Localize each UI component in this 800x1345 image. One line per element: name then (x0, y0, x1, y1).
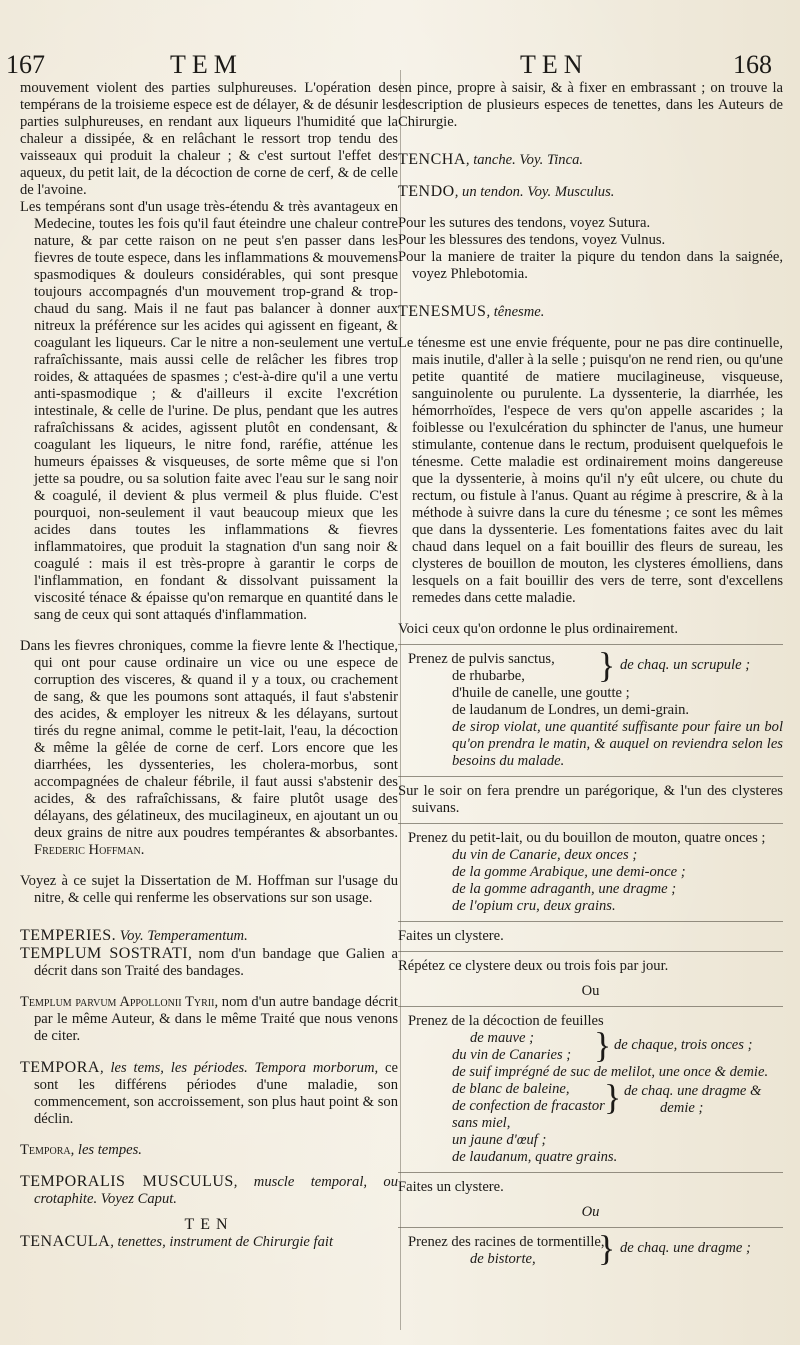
recipe-2 (398, 830, 783, 915)
recipe-brace-note: de chaq. une dragme ; (620, 1240, 751, 1256)
entry-text: , nom d'un bandage que Galien a décrit dans son Traité des bandages. (34, 946, 399, 979)
recipe-line: de l'opium cru, deux grains. (452, 898, 616, 914)
rule (398, 1172, 783, 1173)
paragraph-voyez-hoffman: Voyez à ce sujet la Dissertation de M. Hoffman sur l'usage du nitre, & celle qui renferme les observations sur son usage. (20, 873, 398, 906)
entry-text: , muscle temporal, ou crotaphite. Voyez Caput. (34, 1174, 398, 1207)
entry-text: , un tendon. Voy. Musculus. (454, 184, 615, 200)
entry-text: , les tempes. (70, 1142, 142, 1158)
tendo-sutures: Pour les sutures des tendons, voyez Sutura. (398, 215, 651, 231)
ou-separator: Ou (581, 983, 600, 999)
recipe-line: de rhubarbe, (452, 668, 525, 684)
page-number-right: 168 (733, 50, 772, 79)
recipe-line: de confection de fracastor (452, 1098, 605, 1114)
repetez-line: Répétez ce clystere deux ou trois fois par jour. (398, 958, 669, 974)
tendo-piqure: Pour la maniere de traiter la piqure du tendon dans la saignée, voyez Phlebotomia. (398, 249, 783, 282)
entry-templum-parvum (20, 994, 398, 1045)
recipe-line: de suif imprégné de suc de melilot, une once & demie. (452, 1064, 769, 1080)
running-headword-left: TEM (170, 50, 243, 79)
soir-line: Sur le soir on fera prendre un parégorique, & l'un des clysteres suivans. (398, 783, 783, 816)
paragraph-fievres-chroniques (20, 638, 398, 859)
recipe-1 (398, 645, 783, 770)
recipe-3 (398, 1013, 783, 1166)
entry-tencha (398, 151, 783, 169)
recipe-line: de laudanum de Londres, un demi-grain. (452, 702, 690, 718)
rule (398, 1006, 783, 1007)
paragraph-temperans-usage: Les tempérans sont d'un usage très-étendu & très avantageux en Medecine, toutes les fois qu'il faut éteindre une chaleur contre nature, & par cette raison on ne peut s'en passer dans les fievres de toute espece, dans les inflammations & mouvemens spasmodiques & douleurs considérables, qui sont presque toujours accompagnés d'un mouvement trop-grand & trop-chaud du sang. Mais il ne faut pas balancer à donner aux nitreux la préférence sur les acides qui agissent en figeant, & coagulant les liqueurs. Car le nitre a non-seulement une vertu rafraîchissante, mais aussi celle de relâcher les fibres trop roides, & attaquées de spasmes ; c'est-à-dire qu'il a une vertu anti-spasmodique ; & d'ailleurs il excite l'excrétion intestinale, & celle de l'urine. De plus, pendant que les autres rafraîchissans & acides, agissent plutôt en condensant, & coagulant les liqueurs, le nitre fond, raréfie, atténue les humeurs épaisses & visqueuses, de sorte même que si l'on jette sa poudre, ou sa solution faite avec l'eau sur le sang noir & coagulé, il devient & plus vermeil & plus fluide. C'est pourquoi, non-seulement il vaut beaucoup mieux que les acides dans toutes les inflammations & fievres inflammatoires, que produit la stagnation d'un sang noir & coagulé : mais il est très-propre à garantir le corps de l'inflammation, en fondant & dissolvant puissament la viscosité ténace & épaisse qu'on remarque en quantité dans le sang de ceux qui sont attaqués d'inflammation. (20, 199, 398, 623)
recipe-line: du vin de Canarie, deux onces ; (452, 847, 638, 863)
rule (398, 1227, 783, 1228)
entry-text: , tênesme. (486, 304, 545, 320)
entry-headword: TEMPERIES. (20, 927, 117, 944)
recipe-line: de la gomme Arabique, une demi-once ; (452, 864, 686, 880)
entry-headword: TENACULA (20, 1233, 111, 1250)
recipe-line: d'huile de canelle, une goutte ; (452, 685, 630, 701)
entry-tempora-tempes (20, 1142, 398, 1159)
entry-headword: TEMPORA (20, 1059, 100, 1076)
entry-headword: TENESMUS (398, 303, 487, 320)
voici-line: Voici ceux qu'on ordonne le plus ordinairement. (398, 621, 678, 637)
recipe-4 (398, 1228, 783, 1268)
rule (398, 921, 783, 922)
entry-headword: Templum parvum Appollonii Tyrii (20, 994, 215, 1010)
brace: } (598, 645, 616, 685)
entry-text: , tanche. Voy. Tinca. (465, 152, 584, 168)
entry-templum-sostrati (20, 945, 398, 980)
entry-text: , nom d'un autre bandage décrit par le même Auteur, & dans le même Traité que nous venons de citer. (34, 994, 398, 1044)
page-number-left: 167 (6, 50, 45, 79)
right-column (398, 80, 783, 1268)
paragraph-operation: mouvement violent des parties sulphureuses. L'opération des tempérans de la troisieme espece est de délayer, & de désunir les parties sulphureuses, en rendant aux liqueurs l'humidité que la chaleur a dissipée, & en relâchant le ressort trop tendu des vaisseaux qui produit la chaleur ; & c'est surtout l'effet des aqueux, du petit lait, de la décoction de corne de cerf, & de celle de l'avoine. (20, 80, 398, 198)
recipe-line: du vin de Canaries ; (452, 1047, 572, 1063)
recipe-line: Prenez des racines de tormentille, (408, 1234, 605, 1250)
brace: } (594, 1025, 612, 1065)
recipe-line: de laudanum, quatre grains. (452, 1149, 618, 1165)
entry-text: , tenettes, instrument de Chirurgie fait (110, 1234, 334, 1250)
entry-tenesmus (398, 303, 783, 321)
fievres-text: Dans les fievres chroniques, comme la fievre lente & l'hectique, qui ont pour cause ordinaire un vice ou une espece de corruption des visceres, & quand il y a toux, ou crachement de sang, & que les poumons sont attaqués, il faut s'abstenir des acides, & employer les nitreux & les délayans, surtout tirés du regne animal, comme le petit-lait, l'eau, la décoction & même la gêlée de corne de cerf. Lors encore que les diarrhées, les dyssenteries, les cholera-morbus, sont accompagnées de chaleur fébrile, il faut aussi s'abstenir des acides, & des rafraîchissans, & faire plutôt usage des délayans, des gélatineux, des mucilagineux, en ajoutant un ou deux grains de nitre aux poudres tempérantes & absorbantes. (20, 638, 398, 841)
recipe-brace-note: de chaq. un scrupule ; (620, 657, 751, 673)
entry-tempora (20, 1059, 398, 1128)
rule (398, 776, 783, 777)
entry-headword: Tempora (20, 1142, 71, 1158)
entry-text: ce sont les différens périodes d'une maladie, son commencement, son accroissement, son plus haut point & son déclin. (34, 1060, 398, 1127)
recipe-line: sans miel, (452, 1115, 511, 1131)
recipe-line: de la gomme adraganth, une dragme ; (452, 881, 677, 897)
recipe-brace-note: de chaq. une dragme & (624, 1083, 762, 1099)
rule (398, 644, 783, 645)
rule (398, 823, 783, 824)
recipe-line: de blanc de baleine, (452, 1081, 570, 1097)
entry-temperies (20, 927, 398, 945)
running-headword-right: TEN (520, 50, 589, 79)
recipe-line: un jaune d'œuf ; (452, 1132, 547, 1148)
recipe-line: Prenez du petit-lait, ou du bouillon de mouton, quatre onces ; (408, 830, 766, 846)
rule (398, 951, 783, 952)
recipe-line: de bistorte, (470, 1251, 536, 1267)
entry-headword: TEMPORALIS MUSCULUS (20, 1173, 234, 1190)
ou-separator: Ou (581, 1204, 600, 1220)
tendo-blessures: Pour les blessures des tendons, voyez Vulnus. (398, 232, 666, 248)
recipe-line: Prenez de pulvis sanctus, (408, 651, 555, 667)
entry-tenacula (20, 1233, 398, 1251)
entry-temporalis-musculus (20, 1173, 398, 1208)
entry-headword: TENDO (398, 183, 455, 200)
paragraph-tenacula-cont: en pince, propre à saisir, & à fixer en embrassant ; on trouve la description de plusieurs especes de tenettes, dans les Auteurs de Chirurgie. (398, 80, 783, 130)
brace: } (598, 1228, 616, 1268)
author-signature: Frederic Hoffman. (34, 842, 145, 858)
entry-headword: TENCHA (398, 151, 466, 168)
brace: } (604, 1077, 622, 1117)
entry-text: Voy. Temperamentum. (119, 928, 248, 944)
recipe-brace-note: demie ; (660, 1100, 704, 1116)
entry-tendo (398, 183, 783, 201)
faites-clystere: Faites un clystere. (398, 1179, 504, 1195)
entry-text-italic: , les tems, les périodes. Tempora morborum, (99, 1060, 379, 1076)
faites-clystere: Faites un clystere. (398, 928, 504, 944)
recipe-line: Prenez de la décoction de feuilles (408, 1013, 604, 1029)
left-column (20, 80, 398, 1251)
section-heading-ten: TEN (184, 1216, 234, 1233)
recipe-line: de mauve ; (470, 1030, 535, 1046)
entry-headword: TEMPLUM SOSTRATI (20, 945, 189, 962)
paragraph-tenesme: Le ténesme est une envie fréquente, pour ne pas dire continuelle, mais inutile, d'aller à la selle ; puisqu'on ne rend rien, ou qu'une petite quantité de matiere mucilagineuse, visqueuse, sanguinolente ou purulente. La dyssenterie, la diarrhée, les hémorrhoïdes, l'espece de vers qu'on appelle ascarides ; la foiblesse ou l'exulcération du sphincter de l'anus, une humeur stimulante, contenue dans le rectum, produisent quelquefois le ténesme. Cette maladie est ordinairement moins dangereuse que la dyssenterie, à moins qu'il n'y eût ulcere, ou chute du rectum, ou fistule à l'anus. Quant au régime à prescrire, & à la méthode à suivre dans la cure du ténesme ; ce sont les mêmes que dans la dyssenterie. Les fomentations faites avec du lait chaud dans lequel on a fait bouillir des fleurs de sureau, les clysteres de bouillon de mouton, les clysteres émolliens, dans lesquels on a fait bouillir des vers de terre, sont d'excellens remedes dans cette maladie. (398, 335, 784, 606)
recipe-line: de sirop violat, une quantité suffisante pour faire un bol qu'on prendra le matin, & auquel on reviendra selon les besoins du malade. (452, 719, 783, 769)
recipe-brace-note: de chaque, trois onces ; (614, 1037, 753, 1053)
